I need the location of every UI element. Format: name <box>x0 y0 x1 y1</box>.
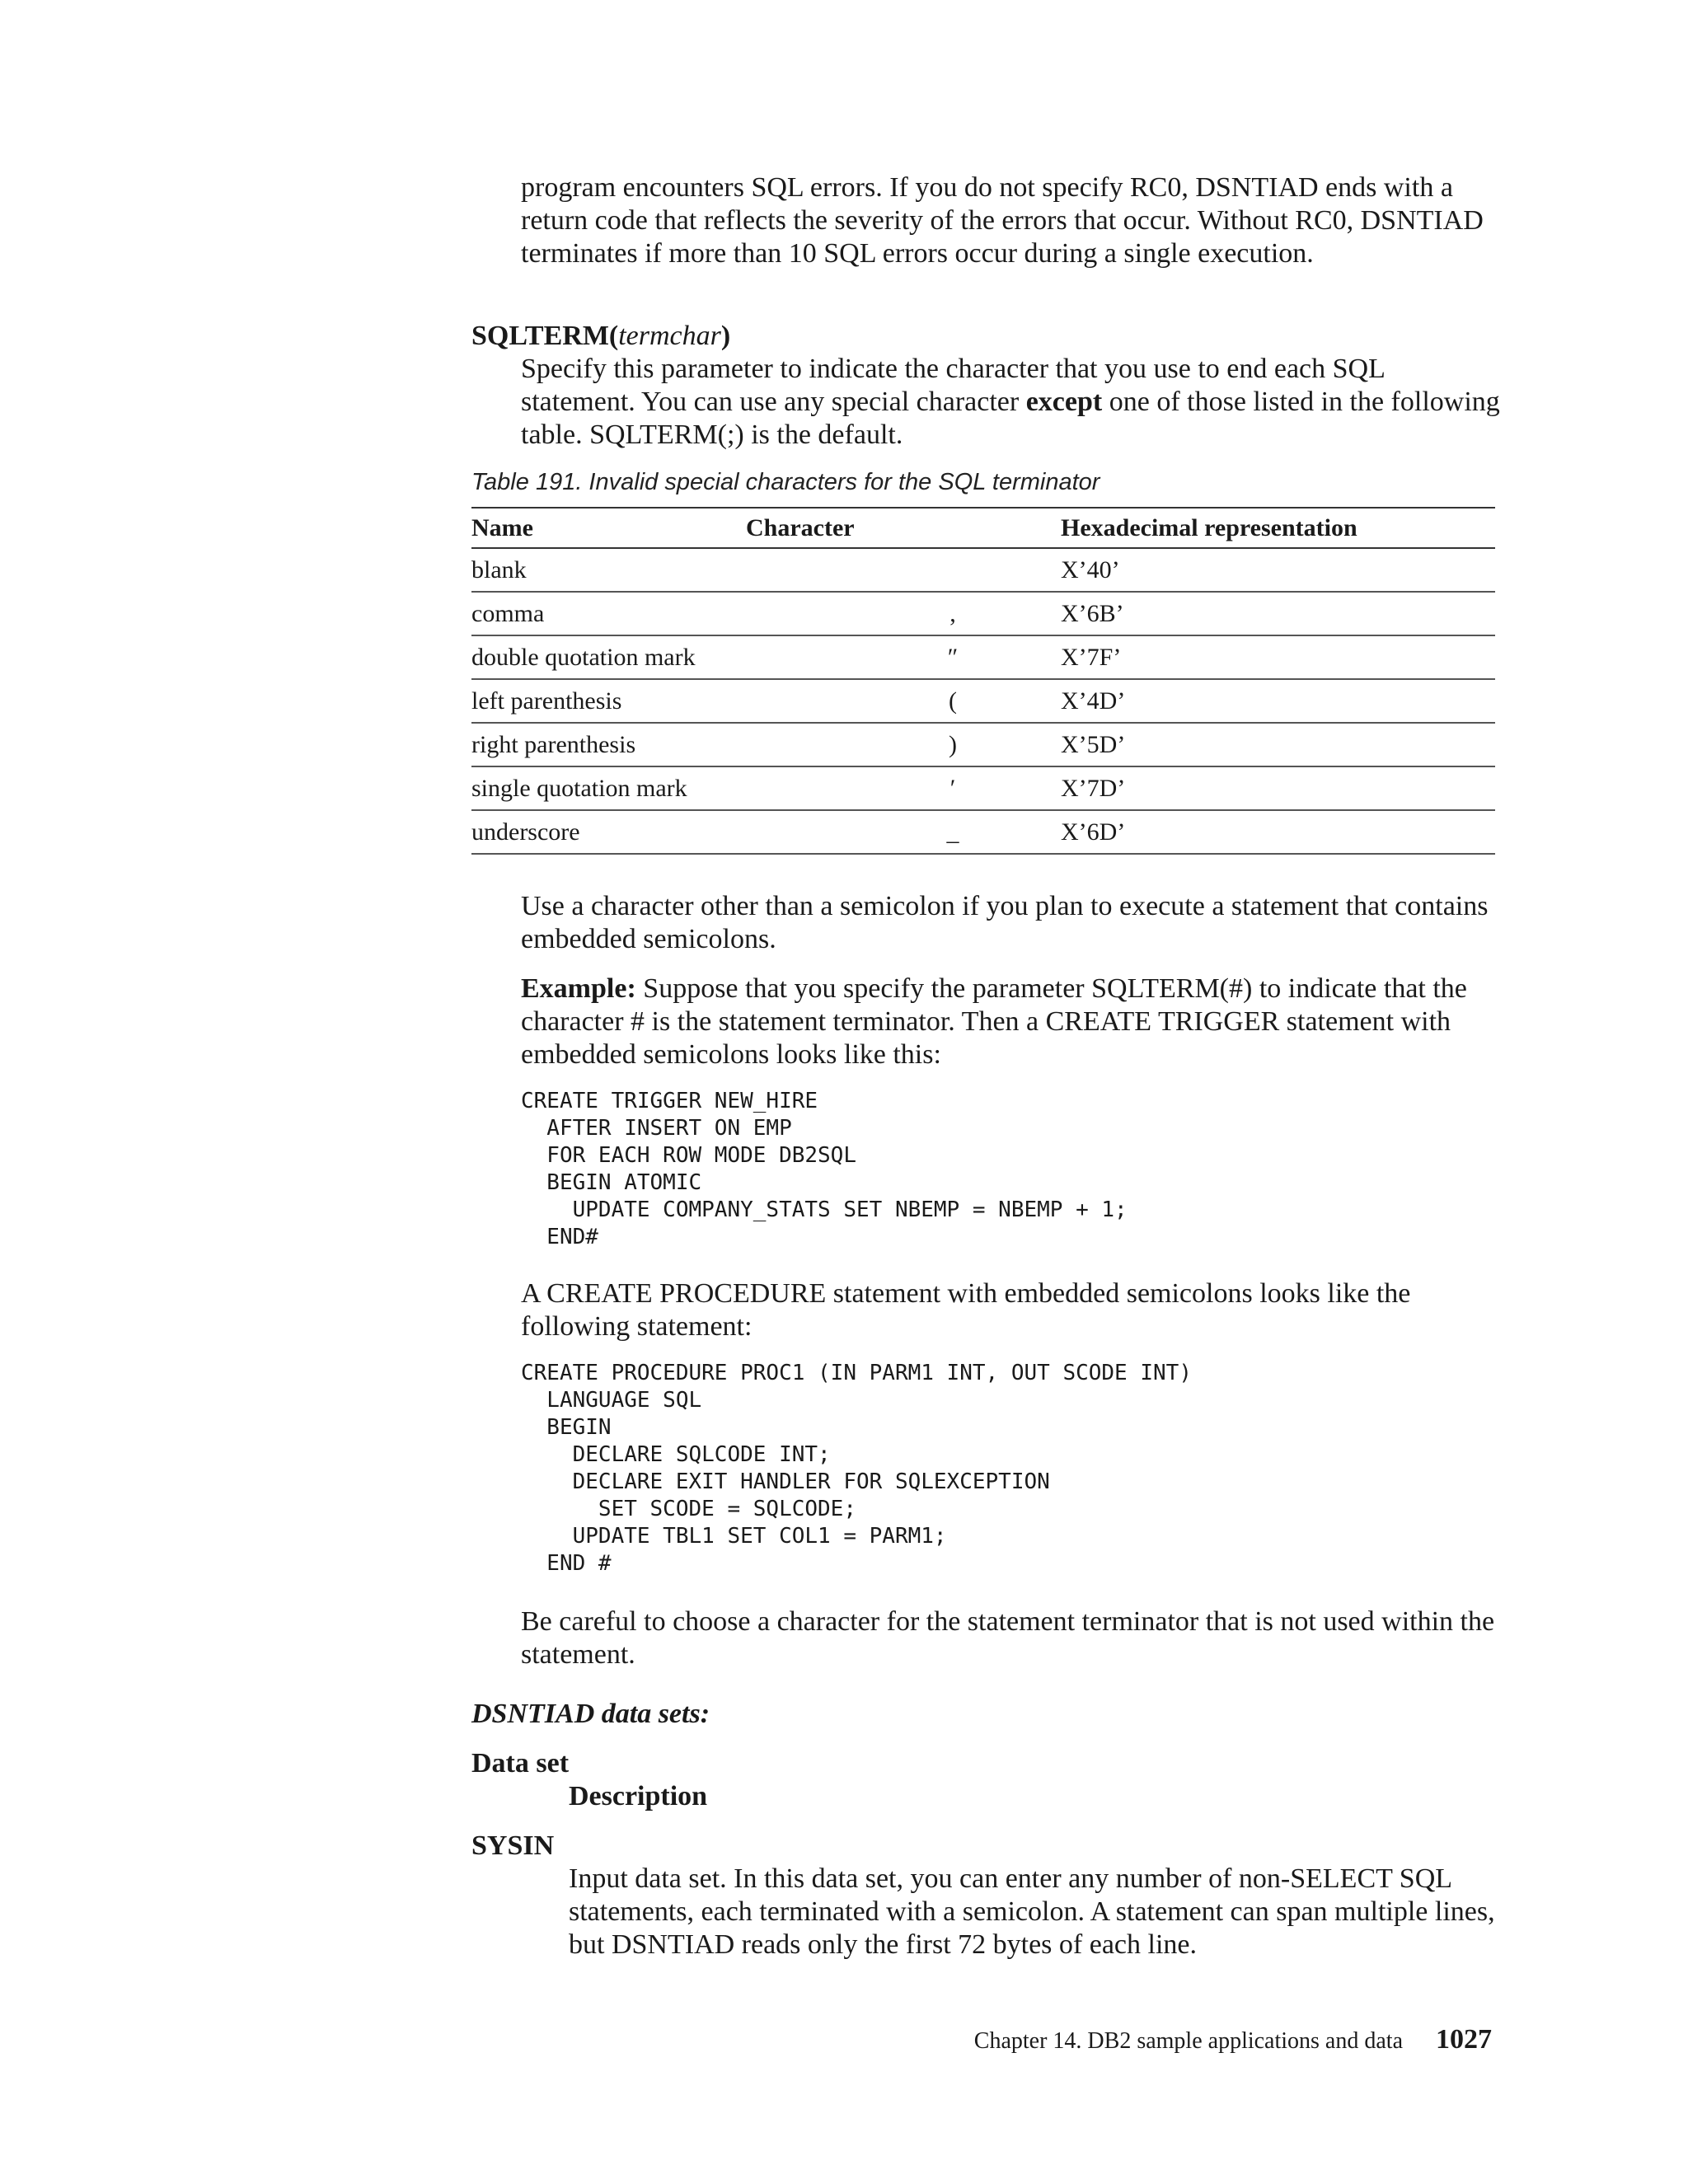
cell-hex: X’6D’ <box>1061 810 1495 854</box>
cell-name: single quotation mark <box>471 766 746 810</box>
cell-character: ( <box>746 679 1061 723</box>
datasets-col-desc: Description <box>569 1781 708 1811</box>
table-row <box>471 592 1495 635</box>
sqlterm-desc-bold: except <box>1025 387 1103 417</box>
cell-name: blank <box>471 548 746 592</box>
cell-name: right parenthesis <box>471 723 746 766</box>
cell-character: _ <box>746 810 1061 854</box>
table-row <box>471 810 1495 854</box>
header-character: Character <box>746 508 1061 548</box>
cell-character: , <box>746 592 1061 635</box>
datasets-heading: DSNTIAD data sets: <box>471 1699 710 1729</box>
header-hex: Hexadecimal representation <box>1061 508 1495 548</box>
sqlterm-term-bold: SQLTERM( <box>471 321 619 351</box>
footer-chapter: Chapter 14. DB2 sample applications and data <box>973 2028 1403 2054</box>
sqlterm-desc-before: Specify this parameter to indicate the character that you use to end each SQL statement. You can use any special character <box>521 354 1385 417</box>
table-header-row <box>471 508 1495 548</box>
datasets-col-term: Data set <box>471 1748 570 1779</box>
sqlterm-term <box>471 320 730 353</box>
code-block-procedure: CREATE PROCEDURE PROC1 (IN PARM1 INT, OUT SCODE INT) LANGUAGE SQL BEGIN DECLARE SQLCODE INT; DECLARE EXIT HANDLER FOR SQLEXCEPTION SET SCODE = SQLCODE; UPDATE TBL1 SET COL1 = PARM1; END # <box>521 1361 1192 1576</box>
semicolon-note: Use a character other than a semicolon if you plan to execute a statement that contains embedded semicolons. <box>521 891 1489 954</box>
table-row <box>471 723 1495 766</box>
cell-character <box>746 548 1061 592</box>
cell-character: ) <box>746 723 1061 766</box>
procedure-intro: A CREATE PROCEDURE statement with embedded semicolons looks like the following statement: <box>521 1278 1411 1342</box>
sysin-term: SYSIN <box>471 1830 555 1861</box>
terminator-table <box>471 507 1495 855</box>
table-row <box>471 679 1495 723</box>
cell-name: underscore <box>471 810 746 854</box>
sqlterm-term-close: ) <box>720 321 731 351</box>
table-row <box>471 635 1495 679</box>
cell-name: comma <box>471 592 746 635</box>
cell-hex: X’7F’ <box>1061 635 1495 679</box>
example-label: Example: <box>521 973 636 1004</box>
cell-hex: X’40’ <box>1061 548 1495 592</box>
table-row <box>471 548 1495 592</box>
example-text: Suppose that you specify the parameter SQLTERM(#) to indicate that the character # is the statement terminator. Then a CREATE TRIGGER statement with embedded semicolons looks like this: <box>521 973 1467 1070</box>
sqlterm-term-italic: termchar <box>618 321 721 351</box>
intro-paragraph: program encounters SQL errors. If you do not specify RC0, DSNTIAD ends with a return code that reflects the severity of the errors that occur. Without RC0, DSNTIAD terminates if more than 10 SQL errors occur during a single execution. <box>521 172 1484 269</box>
code-block-trigger: CREATE TRIGGER NEW_HIRE AFTER INSERT ON EMP FOR EACH ROW MODE DB2SQL BEGIN ATOMIC UPDATE COMPANY_STATS SET NBEMP = NBEMP + 1; END# <box>521 1089 1128 1249</box>
example-paragraph <box>521 972 1502 1071</box>
cell-name: left parenthesis <box>471 679 746 723</box>
cell-hex: X’5D’ <box>1061 723 1495 766</box>
table-row <box>471 766 1495 810</box>
cell-hex: X’7D’ <box>1061 766 1495 810</box>
page-number: 1027 <box>1436 2024 1492 2055</box>
cell-name: double quotation mark <box>471 635 746 679</box>
cell-hex: X’4D’ <box>1061 679 1495 723</box>
careful-note: Be careful to choose a character for the statement terminator that is not used within the statement. <box>521 1606 1495 1670</box>
cell-hex: X’6B’ <box>1061 592 1495 635</box>
cell-character: ′ <box>746 766 1061 810</box>
cell-character: ″ <box>746 635 1061 679</box>
sqlterm-desc-after: one of those listed in the following table. SQLTERM(;) is the default. <box>521 387 1500 450</box>
sysin-description: Input data set. In this data set, you can enter any number of non-SELECT SQL statements, each terminated with a semicolon. A statement can span multiple lines, but DSNTIAD reads only the first 72 bytes of each line. <box>569 1863 1495 1960</box>
table-caption: Table 191. Invalid special characters for the SQL terminator <box>471 469 1100 495</box>
sqlterm-description <box>521 353 1502 452</box>
header-name: Name <box>471 508 746 548</box>
